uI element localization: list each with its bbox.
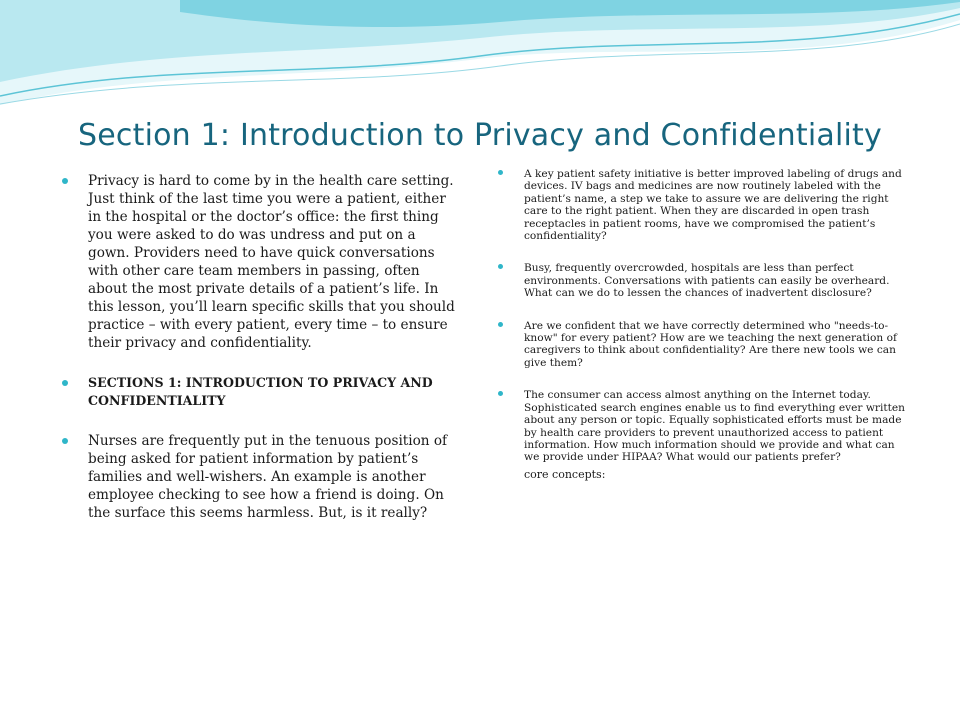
bullet-item bbox=[498, 320, 910, 370]
bullet-item-heading bbox=[62, 374, 460, 410]
left-column bbox=[62, 172, 460, 522]
bullet-text: The consumer can access almost anything on the Internet today. Sophisticated search engines enable us to find everything ever written about any person or topic. Equally sophisticated efforts must be made by health care providers to prevent unauthorized access to patient information. How much information should we provide and what can we provide under HIPAA? What would our patients prefer? bbox=[524, 389, 905, 464]
bullet-dot-icon bbox=[498, 170, 503, 175]
bullet-dot-icon bbox=[62, 438, 68, 444]
bullet-item bbox=[498, 168, 910, 242]
bullet-text: Privacy is hard to come by in the health care setting. Just think of the last time you were a patient, either in the hospital or the doctor’s office: the first thing you were asked to do was undress and put on a gown. Providers need to have quick conversations with other care team members in passing, often about the most private details of a patient’s life. In this lesson, you’ll learn specific skills that you should practice – with every patient, every time – to ensure their privacy and confidentiality. bbox=[88, 173, 455, 351]
bullet-text: Busy, frequently overcrowded, hospitals are less than perfect environments. Conversations with patients can easily be overheard. What can we do to lessen the chances of inadvertent disclosure? bbox=[524, 262, 890, 300]
bullet-item bbox=[498, 389, 910, 463]
bullet-text: Are we confident that we have correctly determined who "needs-to-know" for every patient? How are we teaching the next generation of caregivers to think about confidentiality? Are there new tools we can give them? bbox=[524, 319, 897, 369]
bullet-item bbox=[62, 432, 460, 522]
bullet-dot-icon bbox=[498, 264, 503, 269]
bullet-text: SECTIONS 1: INTRODUCTION TO PRIVACY AND CONFIDENTIALITY bbox=[88, 375, 433, 408]
bullet-text: A key patient safety initiative is better improved labeling of drugs and devices. IV bags and medicines are now routinely labeled with the patient’s name, a step we take to assure we are delivering the right care to the right patient. When they are discarded in open trash receptacles in patient rooms, have we compromised the patient’s confidentiality? bbox=[524, 168, 902, 243]
bullet-text: Nurses are frequently put in the tenuous position of being asked for patient information by patient’s families and well-wishers. An example is another employee checking to see how a friend is doing. On the surface this seems harmless. But, is it really? bbox=[88, 433, 448, 521]
bullet-item bbox=[62, 172, 460, 352]
bullet-dot-icon bbox=[498, 391, 503, 396]
decorative-wave-header bbox=[0, 0, 960, 120]
right-column bbox=[498, 168, 910, 482]
bullet-dot-icon bbox=[498, 322, 503, 327]
slide-title: Section 1: Introduction to Privacy and Confidentiality bbox=[78, 118, 882, 153]
core-concepts-label: core concepts: bbox=[524, 467, 606, 481]
bullet-item bbox=[498, 262, 910, 299]
bullet-dot-icon bbox=[62, 178, 68, 184]
bullet-dot-icon bbox=[62, 380, 68, 386]
